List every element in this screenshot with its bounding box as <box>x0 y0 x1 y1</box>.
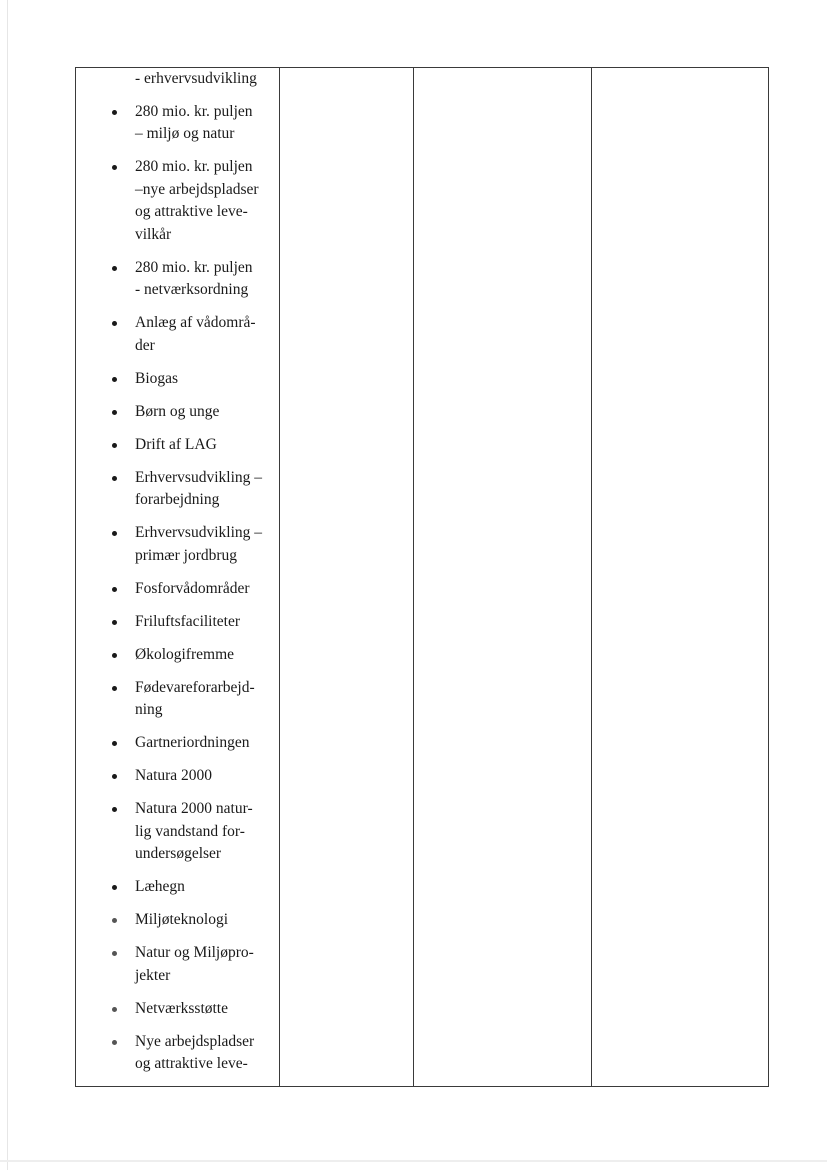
document-table <box>75 67 769 1087</box>
bullet-icon <box>112 918 117 923</box>
list-item-text: Erhvervsudvikling – primær jordbrug <box>135 524 262 564</box>
bullet-icon <box>112 1007 117 1012</box>
bullet-icon <box>112 377 117 382</box>
bullet-icon <box>112 774 117 779</box>
table-row <box>76 68 769 1087</box>
bullet-icon <box>112 321 117 326</box>
table-cell-support-schemes <box>76 68 280 1087</box>
scan-edge-line <box>7 0 8 1170</box>
list-item-text: Fosforvådområder <box>135 579 250 597</box>
bullet-icon <box>112 531 117 536</box>
bullet-icon <box>112 885 117 890</box>
list-item-text: 280 mio. kr. puljen - netværksordning <box>135 258 253 298</box>
list-item <box>76 578 279 601</box>
list-item-text: Økologifremme <box>135 645 235 663</box>
list-item-text: Børn og unge <box>135 402 220 420</box>
list-item-text: Natura 2000 <box>135 767 213 784</box>
bullet-icon <box>112 1040 117 1045</box>
list-item-text: Drift af LAG <box>135 435 217 453</box>
list-item-text: Nye arbejdspladser og attraktive leve- <box>135 1032 255 1072</box>
table-cell-empty <box>592 68 769 1087</box>
list-item-text: Fødevareforarbejd- ning <box>135 678 255 718</box>
list-item <box>76 257 279 302</box>
bullet-icon <box>112 410 117 415</box>
list-item-text: 280 mio. kr. puljen – miljø og natur <box>135 102 253 142</box>
list-item-text: - erhvervsudvikling <box>135 70 257 87</box>
list-item <box>76 68 279 91</box>
list-item <box>76 434 279 457</box>
list-item-text: Natura 2000 natur- lig vandstand for- undersøgelser <box>135 800 253 862</box>
list-item <box>76 732 279 755</box>
list-item <box>76 677 279 722</box>
list-item <box>76 156 279 246</box>
bullet-icon <box>112 587 117 592</box>
list-item <box>76 368 279 391</box>
list-item-text: Biogas <box>135 369 179 387</box>
bullet-icon <box>112 653 117 658</box>
bullet-icon <box>112 266 117 271</box>
list-item <box>76 467 279 512</box>
bullet-icon <box>112 620 117 625</box>
list-item <box>76 401 279 424</box>
list-item-text: Gartneriordningen <box>135 734 250 751</box>
bullet-icon <box>112 443 117 448</box>
list-item <box>76 522 279 567</box>
bullet-icon <box>112 110 117 115</box>
list-item <box>76 942 279 987</box>
list-item-text: Erhvervsudvikling – forarbejdning <box>135 468 262 508</box>
list-item-text: Miljøteknologi <box>135 911 228 928</box>
bullet-icon <box>112 686 117 691</box>
list-item <box>76 998 279 1021</box>
bullet-icon <box>112 951 117 956</box>
scan-bottom-line <box>0 1160 827 1162</box>
bullet-icon <box>112 476 117 481</box>
list-item-text: Anlæg af vådområ- der <box>135 314 256 354</box>
list-item <box>76 312 279 357</box>
list-item-text: Friluftsfaciliteter <box>135 612 241 630</box>
list-item <box>76 798 279 866</box>
list-item <box>76 1031 279 1076</box>
list-item <box>76 611 279 634</box>
list-item-text: Natur og Miljøpro- jekter <box>135 944 254 984</box>
list-item-text: Læhegn <box>135 878 185 895</box>
table-cell-empty <box>414 68 592 1087</box>
table-cell-empty <box>280 68 414 1087</box>
bullet-icon <box>112 807 117 812</box>
list-item-text: Netværksstøtte <box>135 999 228 1017</box>
list-item <box>76 101 279 146</box>
support-scheme-list <box>76 68 279 1076</box>
list-item <box>76 909 279 932</box>
list-item <box>76 644 279 667</box>
list-item <box>76 765 279 788</box>
bullet-icon <box>112 741 117 746</box>
list-item-text: 280 mio. kr. puljen –nye arbejdspladser og attraktive leve- vilkår <box>135 158 259 243</box>
list-item <box>76 876 279 899</box>
bullet-icon <box>112 165 117 170</box>
